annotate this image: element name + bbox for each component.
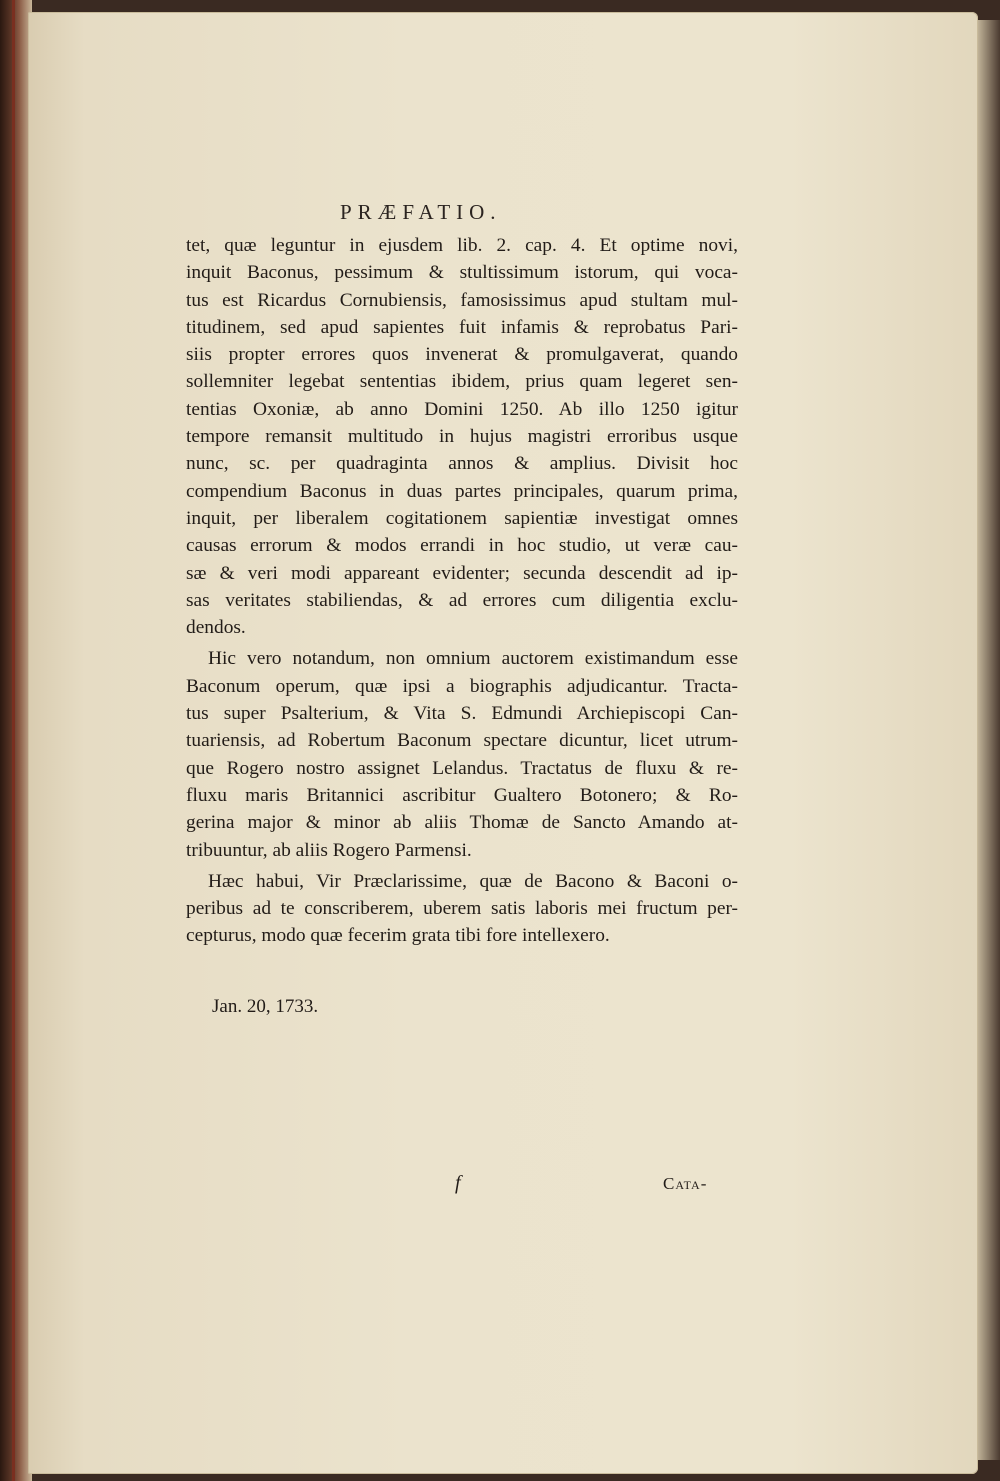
text-line: tentias Oxoniæ, ab anno Domini 1250. Ab illo 1250 igitur [186, 398, 738, 420]
text-line: nunc, sc. per quadraginta annos & amplius. Divisit hoc [186, 453, 738, 475]
text-line: que Rogero nostro assignet Lelandus. Tractatus de fluxu & re- [186, 757, 738, 779]
text-line: cepturus, modo quæ fecerim grata tibi fore intellexero. [186, 925, 610, 947]
text-line: sas veritates stabiliendas, & ad errores cum diligentia exclu- [186, 589, 738, 611]
text-line: tuariensis, ad Robertum Baconum spectare dicuntur, licet utrum- [186, 730, 738, 752]
text-line: siis propter errores quos invenerat & promulgaverat, quando [186, 344, 738, 366]
text-line: dendos. [186, 617, 246, 639]
text-line: inquit, per liberalem cogitationem sapientiæ investigat omnes [186, 507, 738, 529]
text-line: peribus ad te conscriberem, uberem satis laboris mei fructum per- [186, 898, 738, 920]
text-line: tus super Psalterium, & Vita S. Edmundi Archiepiscopi Can- [186, 703, 738, 725]
catchword: Cata- [663, 1174, 708, 1193]
signature-mark: f [455, 1172, 461, 1194]
text-line: Hic vero notandum, non omnium auctorem existimandum esse [208, 648, 738, 670]
text-line: tet, quæ leguntur in ejusdem lib. 2. cap. 4. Et optime novi, [186, 235, 738, 256]
paragraph [186, 232, 738, 641]
text-line: compendium Baconus in duas partes principales, quarum prima, [186, 480, 738, 502]
text-line: sæ & veri modi appareant evidenter; secunda descendit ad ip- [186, 562, 738, 584]
paragraph [186, 868, 738, 950]
text-line: Baconum operum, quæ ipsi a biographis adjudicantur. Tracta- [186, 675, 738, 697]
text-line: fluxu maris Britannici ascribitur Gualtero Botonero; & Ro- [186, 784, 738, 806]
text-line: inquit Baconus, pessimum & stultissimum istorum, qui voca- [186, 262, 738, 284]
running-head: PRÆFATIO. [340, 200, 502, 224]
text-line: tempore remansit multitudo in hujus magistri erroribus usque [186, 426, 738, 448]
text-line: causas errorum & modos errandi in hoc studio, ut veræ cau- [186, 535, 738, 557]
text-line: titudinem, sed apud sapientes fuit infamis & reprobatus Pari- [186, 316, 738, 338]
text-line: tus est Ricardus Cornubiensis, famosissimus apud stultam mul- [186, 289, 738, 311]
text-line: tribuuntur, ab aliis Rogero Parmensi. [186, 839, 472, 861]
binding-edge [12, 0, 15, 1481]
text-line: sollemniter legebat sententias ibidem, prius quam legeret sen- [186, 371, 738, 393]
text-line: gerina major & minor ab aliis Thomæ de Sancto Amando at- [186, 812, 738, 834]
body-text [186, 232, 738, 950]
text-line: Hæc habui, Vir Præclarissime, quæ de Bacono & Baconi o- [208, 870, 738, 892]
date-line: Jan. 20, 1733. [212, 996, 319, 1017]
paragraph [186, 645, 738, 863]
